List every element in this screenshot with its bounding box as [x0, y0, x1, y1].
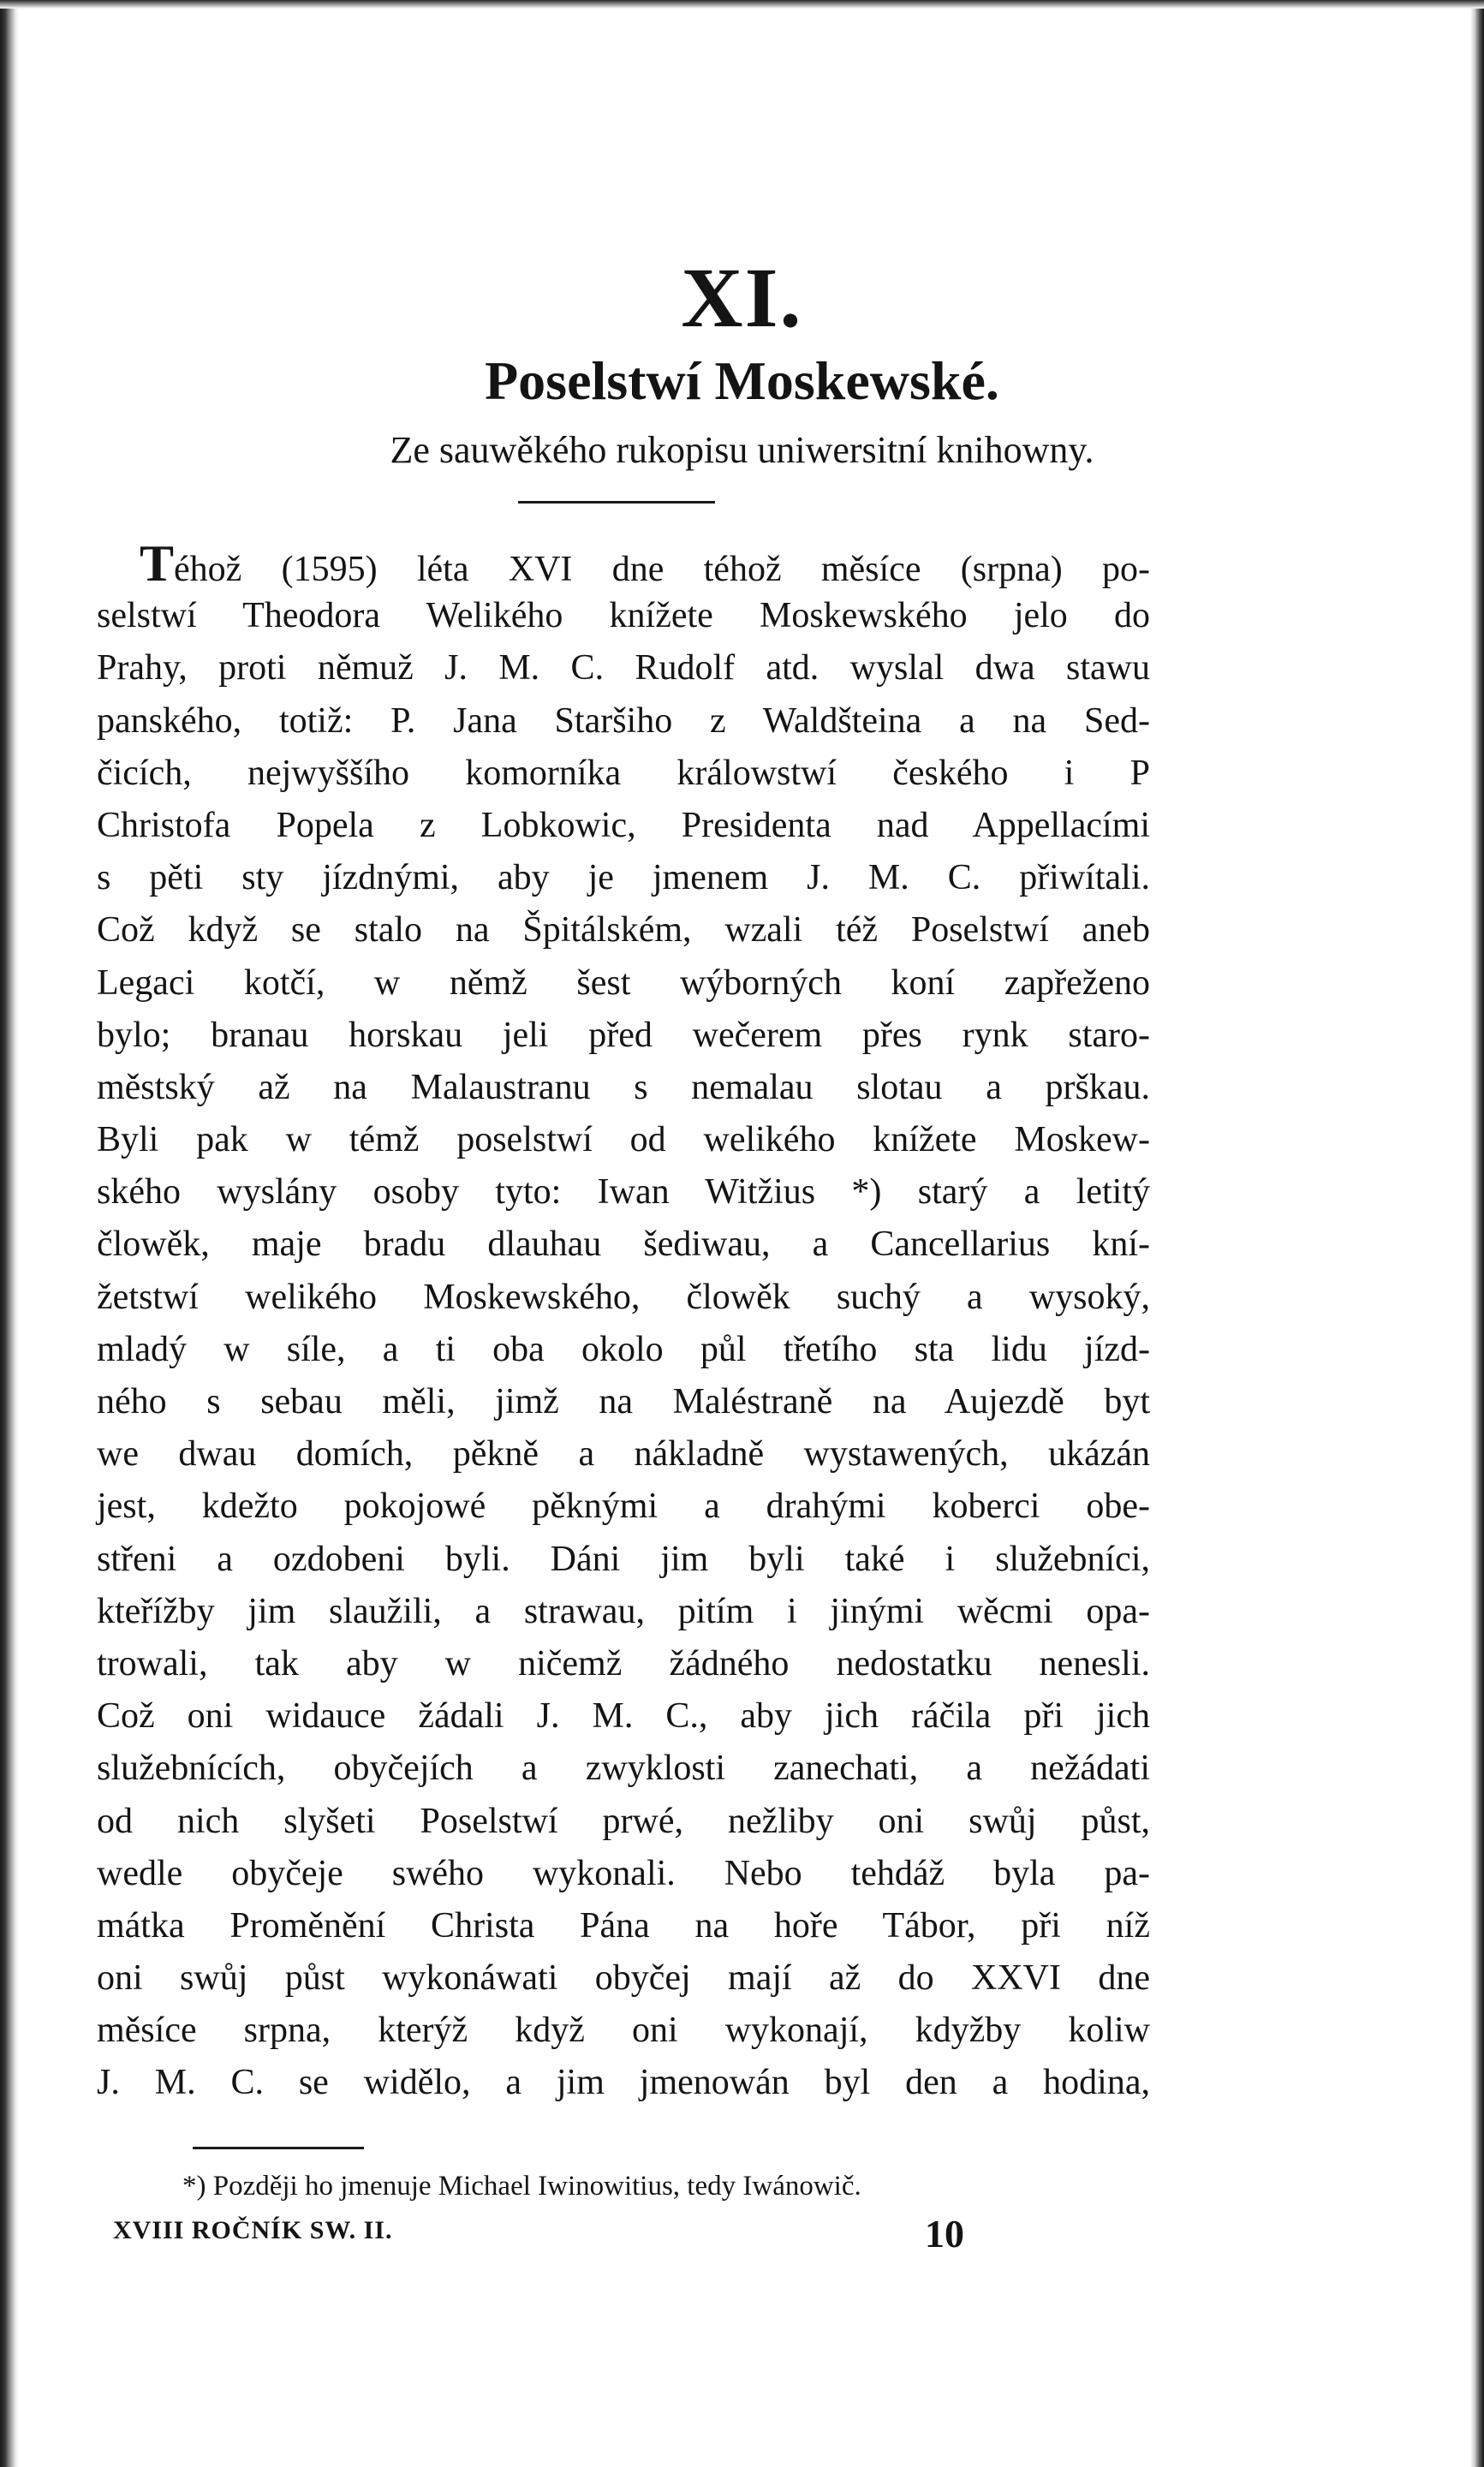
body-line: selstwí Theodora Welikého knížete Moskewského jelo do	[97, 596, 1150, 636]
body-line: kteřížby jim slaužili, a strawau, pitím i jinými wěcmi opa-	[97, 1591, 1150, 1631]
printer-signature: XVIII ROČNÍK SW. II.	[113, 2216, 393, 2244]
body-line: střeni a ozdobeni byli. Dáni jim byli také i služebníci,	[97, 1539, 1150, 1579]
body-line: s pěti sty jízdnými, aby je jmenem J. M. C. přiwítali.	[97, 858, 1150, 898]
body-line-text: éhož (1595) léta XVI dne téhož měsíce (srpna) po-	[174, 550, 1150, 589]
body-line: wedle obyčeje swého wykonali. Nebo tehdáž byla pa-	[97, 1853, 1150, 1893]
footnote: *) Později ho jmenuje Michael Iwinowitius, tedy Iwánowič.	[182, 2171, 861, 2202]
body-line: bylo; branau horskau jeli před wečerem přes rynk staro-	[97, 1015, 1150, 1055]
body-line: Což oni widauce žádali J. M. C., aby jich ráčila při jich	[97, 1696, 1150, 1737]
dropcap: T	[140, 535, 175, 592]
body-line: J. M. C. se widělo, a jim jmenowán byl den a hodina,	[97, 2063, 1150, 2103]
chapter-subtitle: Ze sauwěkého rukopisu uniwersitní knihowny.	[390, 429, 1094, 471]
body-line: oni swůj půst wykonáwati obyčej mají až do XXVI dne	[97, 1958, 1150, 1999]
body-line: Byli pak w témž poselstwí od welikého knížete Moskew-	[97, 1120, 1150, 1160]
body-line: žetstwí welikého Moskewského, člowěk suchý a wysoký,	[97, 1277, 1150, 1317]
heading-divider	[518, 501, 715, 504]
body-line: Což když se stalo na Špitálském, wzali též Poselstwí aneb	[97, 910, 1150, 950]
body-line: ného s sebau měli, jimž na Maléstraně na Aujezdě byt	[97, 1382, 1150, 1421]
footnote-divider	[193, 2147, 364, 2149]
chapter-number: XI.	[681, 250, 803, 345]
body-line: Prahy, proti němuž J. M. C. Rudolf atd. wyslal dwa stawu	[97, 648, 1150, 688]
body-line: Legaci kotčí, w němž šest wýborných koní zapřeženo	[97, 962, 1150, 1003]
body-line: ského wyslány osoby tyto: Iwan Witžius *) starý a letitý	[97, 1172, 1150, 1213]
body-line	[97, 535, 1150, 592]
body-text	[97, 535, 1150, 2110]
page-number: 10	[925, 2212, 964, 2255]
scan-edge-top	[0, 0, 1484, 9]
body-line: we dwau domích, pěkně a nákladně wystawených, ukázán	[97, 1434, 1150, 1475]
body-line: měsíce srpna, kterýž když oni wykonají, kdyžby koliw	[97, 2011, 1150, 2051]
body-line: trowali, tak aby w ničemž žádného nedostatku nenesli.	[97, 1643, 1150, 1683]
body-line: člowěk, maje bradu dlauhau šediwau, a Cancellarius kní-	[97, 1225, 1150, 1265]
body-line: služebnících, obyčejích a zwyklosti zanechati, a nežádati	[97, 1749, 1150, 1789]
chapter-title: Poselstwí Moskewské.	[485, 350, 999, 411]
body-line: jest, kdežto pokojowé pěknými a drahými koberci obe-	[97, 1487, 1150, 1527]
body-line: od nich slyšeti Poselstwí prwé, nežliby oni swůj půst,	[97, 1801, 1150, 1841]
body-line: mladý w síle, a ti oba okolo půl třetího sta lidu jízd-	[97, 1329, 1150, 1369]
body-line: městský až na Malaustranu s nemalau slotau a prškau.	[97, 1067, 1150, 1107]
body-line: panského, totiž: P. Jana Staršiho z Waldšteina a na Sed-	[97, 700, 1150, 741]
body-line: čicích, nejwyššího komorníka králowstwí českého i P	[97, 753, 1150, 793]
body-line: Christofa Popela z Lobkowic, Presidenta nad Appellacími	[97, 805, 1150, 845]
body-line: mátka Proměnění Christa Pána na hoře Tábor, při níž	[97, 1905, 1150, 1946]
